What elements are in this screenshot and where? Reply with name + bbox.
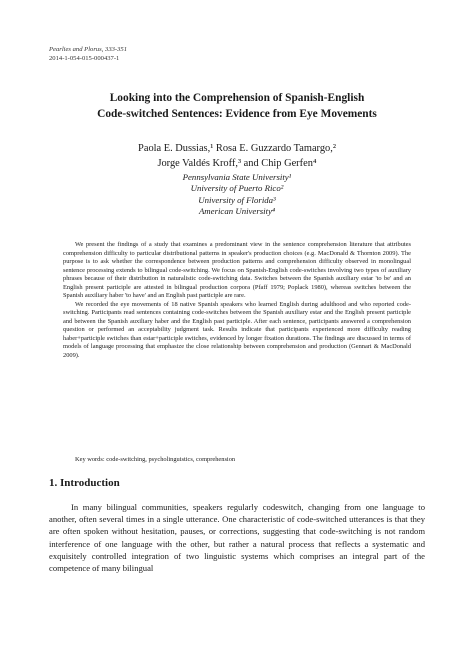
abstract-paragraph-1: We present the findings of a study that examines a predominant view in the sentence comprehension literature that attributes comprehension difficulty to particular distributional patterns in speaker's production choices (e.g. MacDonald & Thornton 2009). The purpose is to ask whether the correspondence between production patterns and comprehension difficulty observed in monolingual sentence processing extends to bilingual code-switching. We focus on Spanish-English code-switches involving two types of auxiliary phrases because of their distribution in naturalistic code-switching data. Switches between the Spanish auxiliary estar 'to be' and an English present participle are attested in bilingual production corpora (Pfaff 1979; Poplack 1980), whereas switches between the Spanish auxiliary haber 'to have' and an English past participle are rare. (63, 241, 411, 299)
keywords: Key words: code-switching, psycholinguistics, comprehension (75, 456, 236, 463)
running-head (49, 46, 127, 63)
abstract (63, 241, 411, 360)
affiliation-4: American University⁴ (198, 206, 276, 217)
author-line-1: Paola E. Dussias,¹ Rosa E. Guzzardo Tamargo,² (138, 143, 336, 154)
body-paragraph: In many bilingual communities, speakers regularly codeswitch, changing from one language to another, often several times in a single utterance. One characteristic of code-switched utterances is that they are often spoken without hesitation, pauses, or corrections, suggesting that code-switching is not random interference of one language with the other, but rather a natural process that reflects a systematic and exquisitely controlled integration of two linguistic systems which comprises an integral part of the competence of many bilingual (49, 502, 425, 574)
affiliation-3: University of Florida³ (198, 194, 276, 205)
running-head-journal: Pearlies and Plorus, 333-351 (49, 46, 128, 53)
section-number: 1. (49, 477, 58, 489)
affiliation-1: Pennsylvania State University¹ (182, 172, 292, 182)
author-line-2: Jorge Valdés Kroff,³ and Chip Gerfen⁴ (157, 158, 317, 169)
author-list (49, 141, 425, 171)
affiliation-list (49, 172, 425, 218)
running-head-id: 2014-1-054-015-000437-1 (49, 54, 120, 62)
paper-title-line-1: Looking into the Comprehension of Spanish-English (109, 92, 365, 104)
paper-title-line-2: Code-switched Sentences: Evidence from Eye Movements (97, 108, 377, 120)
section-title: Introduction (60, 477, 120, 489)
abstract-paragraph-2: We recorded the eye movements of 18 native Spanish speakers who learned English during adulthood and who reported code-switching. Participants read sentences containing code-switches between the Spanish auxiliary estar and the English present participle and between the Spanish auxiliary haber and the English past participle. After each sentence, participants answered a comprehension question or performed an acceptability judgment task. Results indicate that participants experienced more difficulty reading haber+participle switches than estar+participle switches, evidenced by longer fixation durations. The findings are discussed in terms of models of language processing that emphasize the close relationship between comprehension and production (Gennari & MacDonald 2009). (63, 300, 411, 359)
affiliation-2: University of Puerto Rico² (190, 183, 284, 194)
section-heading (49, 476, 120, 490)
paper-title (49, 90, 425, 122)
